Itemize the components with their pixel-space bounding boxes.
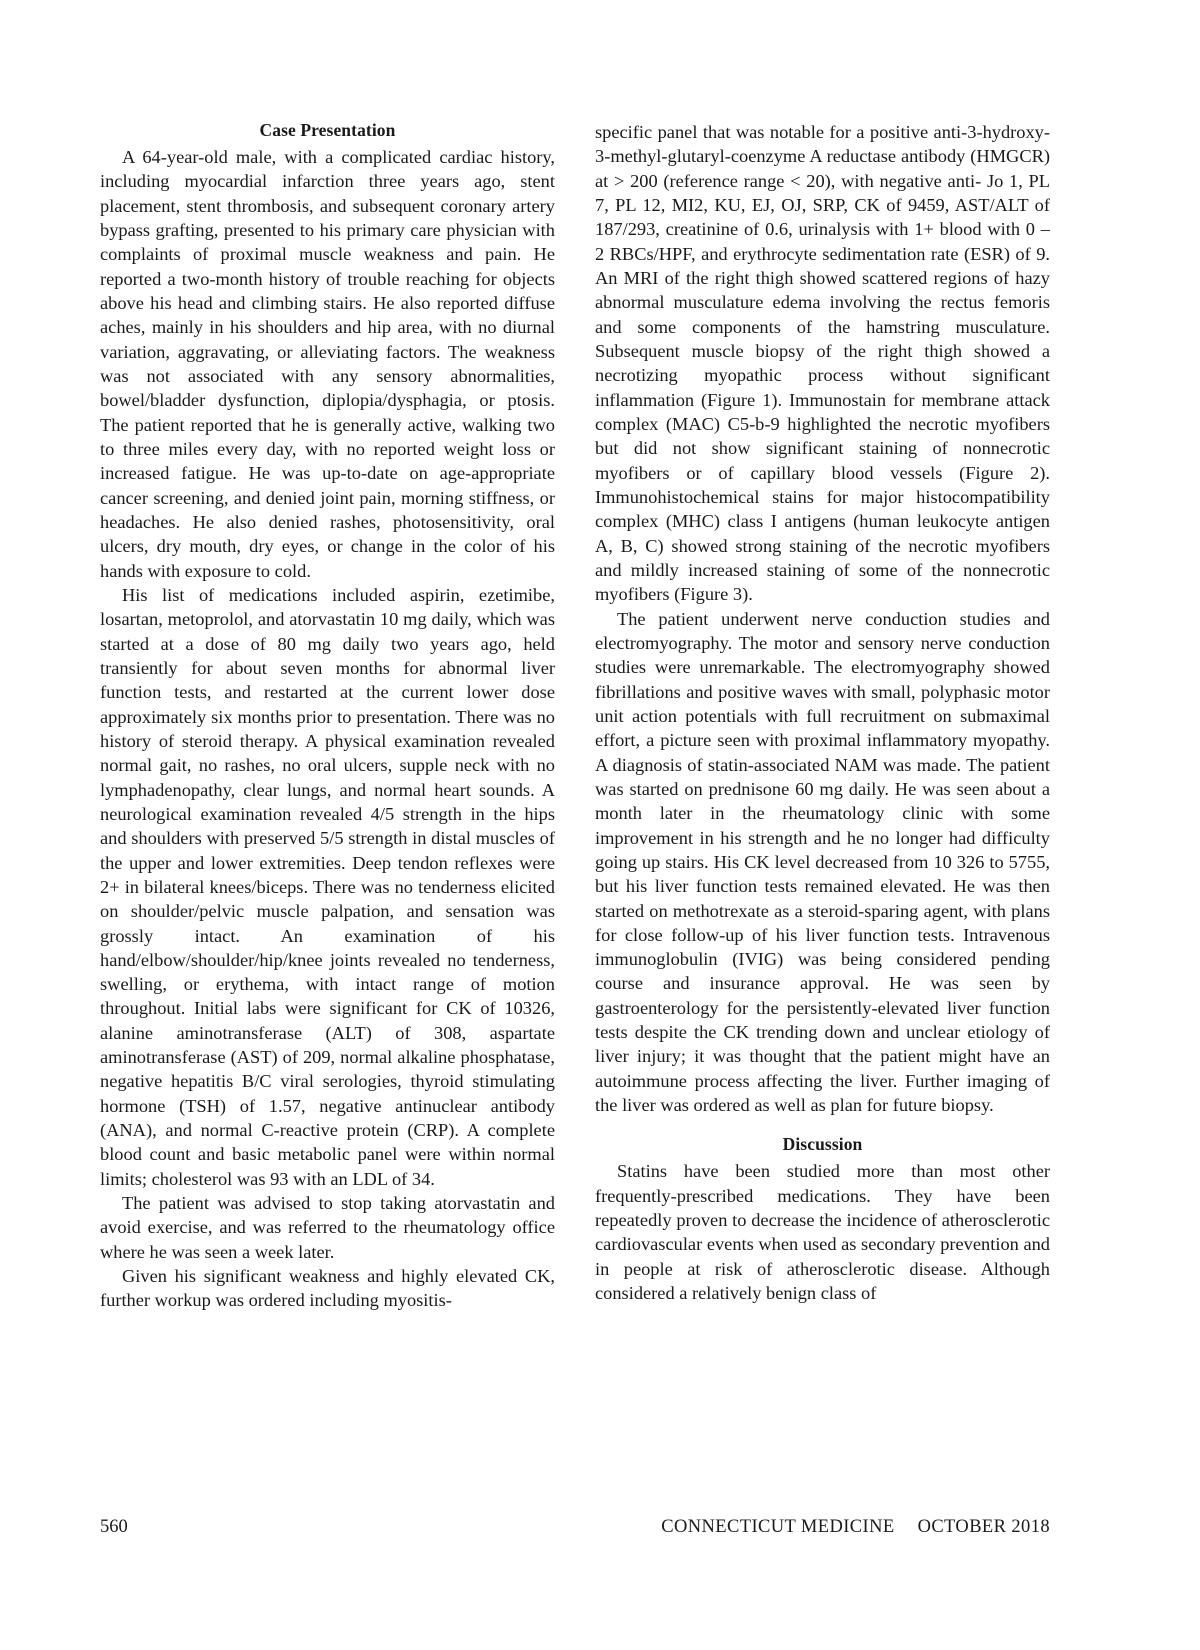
section-heading-discussion: Discussion [782,1134,863,1155]
page-number: 560 [100,1517,128,1537]
paragraph: Given his significant weakness and highly elevated CK, further workup was ordered including myositis- [100,1266,555,1311]
spacer [595,1117,1050,1134]
right-column [595,120,1050,1313]
paragraph: The patient underwent nerve conduction studies and electromyography. The motor and sensory nerve conduction studies were unremarkable. The electromyography showed fibrillations and positive waves with small, polyphasic motor unit action potentials with full recruitment on submaximal effort, a picture seen with proximal inflammatory myopathy. A diagnosis of statin-associated NAM was made. The patient was started on prednisone 60 mg daily. He was seen about a month later in the rheumatology clinic with some improvement in his strength and he no longer had difficulty going up stairs. His CK level decreased from 10 326 to 5755, but his liver function tests remained elevated. He was then started on methotrexate as a steroid-sparing agent, with plans for close follow-up of his liver function tests. Intravenous immunoglobulin (IVIG) was being considered pending course and insurance approval. He was seen by gastroenterology for the persistently-elevated liver function tests despite the CK trending down and unclear etiology of liver injury; it was thought that the patient might have an autoimmune process affecting the liver. Further imaging of the liver was ordered as well as plan for future biopsy. [595,608,1050,1116]
paragraph: specific panel that was notable for a positive anti-3-hydroxy-3-methyl-glutaryl-coenzyme A reductase antibody (HMGCR) at > 200 (reference range < 20), with negative anti- Jo 1, PL 7, PL 12, MI2, KU, EJ, OJ, SRP, CK of 9459, AST/ALT of 187/293, creatinine of 0.6, urinalysis with 1+ blood with 0 – 2 RBCs/HPF, and erythrocyte sedimentation rate (ESR) of 9. An MRI of the right thigh showed scattered regions of hazy abnormal musculature edema involving the rectus femoris and some components of the hamstring musculature. Subsequent muscle biopsy of the right thigh showed a necrotizing myopathic process without significant inflammation (Figure 1). Immunostain for membrane attack complex (MAC) C5-b-9 highlighted the necrotic myofibers but did not show significant staining of nonnecrotic myofibers or of capillary blood vessels (Figure 2). Immunohistochemical stains for major histocompatibility complex (MHC) class I antigens (human leukocyte antigen A, B, C) showed strong staining of the necrotic myofibers and mildly increased staining of some of the nonnecrotic myofibers (Figure 3). [595,122,1050,605]
issue-date: OCTOBER 2018 [917,1517,1050,1537]
paragraph: The patient was advised to stop taking atorvastatin and avoid exercise, and was referred to the rheumatology office where he was seen a week later. [100,1193,555,1262]
paragraph: A 64-year-old male, with a complicated cardiac history, including myocardial infarction three years ago, stent placement, stent thrombosis, and subsequent coronary artery bypass grafting, presented to his primary care physician with complaints of proximal muscle weakness and pain. He reported a two-month history of trouble reaching for objects above his head and climbing stairs. He also reported diffuse aches, mainly in his shoulders and hip area, with no diurnal variation, aggravating, or alleviating factors. The weakness was not associated with any sensory abnormalities, bowel/bladder dysfunction, diplopia/dysphagia, or ptosis. The patient reported that he is generally active, walking two to three miles every day, with no reported weight loss or increased fatigue. He was up-to-date on age-appropriate cancer screening, and denied joint pain, morning stiffness, or headaches. He also denied rashes, photosensitivity, oral ulcers, dry mouth, dry eyes, or change in the color of his hands with exposure to cold. [100,147,555,581]
left-column [100,120,555,1313]
paragraph: His list of medications included aspirin, ezetimibe, losartan, metoprolol, and atorvastatin 10 mg daily, which was started at a dose of 80 mg daily two years ago, held transiently for about seven months for abnormal liver function tests, and restarted at the current lower dose approximately six months prior to presentation. There was no history of steroid therapy. A physical examination revealed normal gait, no rashes, no oral ulcers, supple neck with no lymphadenopathy, clear lungs, and normal heart sounds. A neurological examination revealed 4/5 strength in the hips and shoulders with preserved 5/5 strength in distal muscles of the upper and lower extremities. Deep tendon reflexes were 2+ in bilateral knees/biceps. There was no tenderness elicited on shoulder/pelvic muscle palpation, and sensation was grossly intact. An examination of his hand/elbow/shoulder/hip/knee joints revealed no tenderness, swelling, or erythema, with intact range of motion throughout. Initial labs were significant for CK of 10326, alanine aminotransferase (ALT) of 308, aspartate aminotransferase (AST) of 209, normal alkaline phosphatase, negative hepatitis B/C viral serologies, thyroid stimulating hormone (TSH) of 1.57, negative antinuclear antibody (ANA), and normal C-reactive protein (CRP). A complete blood count and basic metabolic panel were within normal limits; cholesterol was 93 with an LDL of 34. [100,584,555,1189]
footer-journal-line [300,1517,1050,1538]
page-footer [100,1517,1050,1538]
paragraph: Statins have been studied more than most other frequently-prescribed medications. They have been repeatedly proven to decrease the incidence of atherosclerotic cardiovascular events when used as secondary prevention and in people at risk of atherosclerotic disease. Although considered a relatively benign class of [595,1161,1050,1304]
two-column-layout [100,120,1050,1313]
journal-name: CONNECTICUT MEDICINE [661,1517,895,1537]
section-heading-case-presentation: Case Presentation [259,120,396,140]
